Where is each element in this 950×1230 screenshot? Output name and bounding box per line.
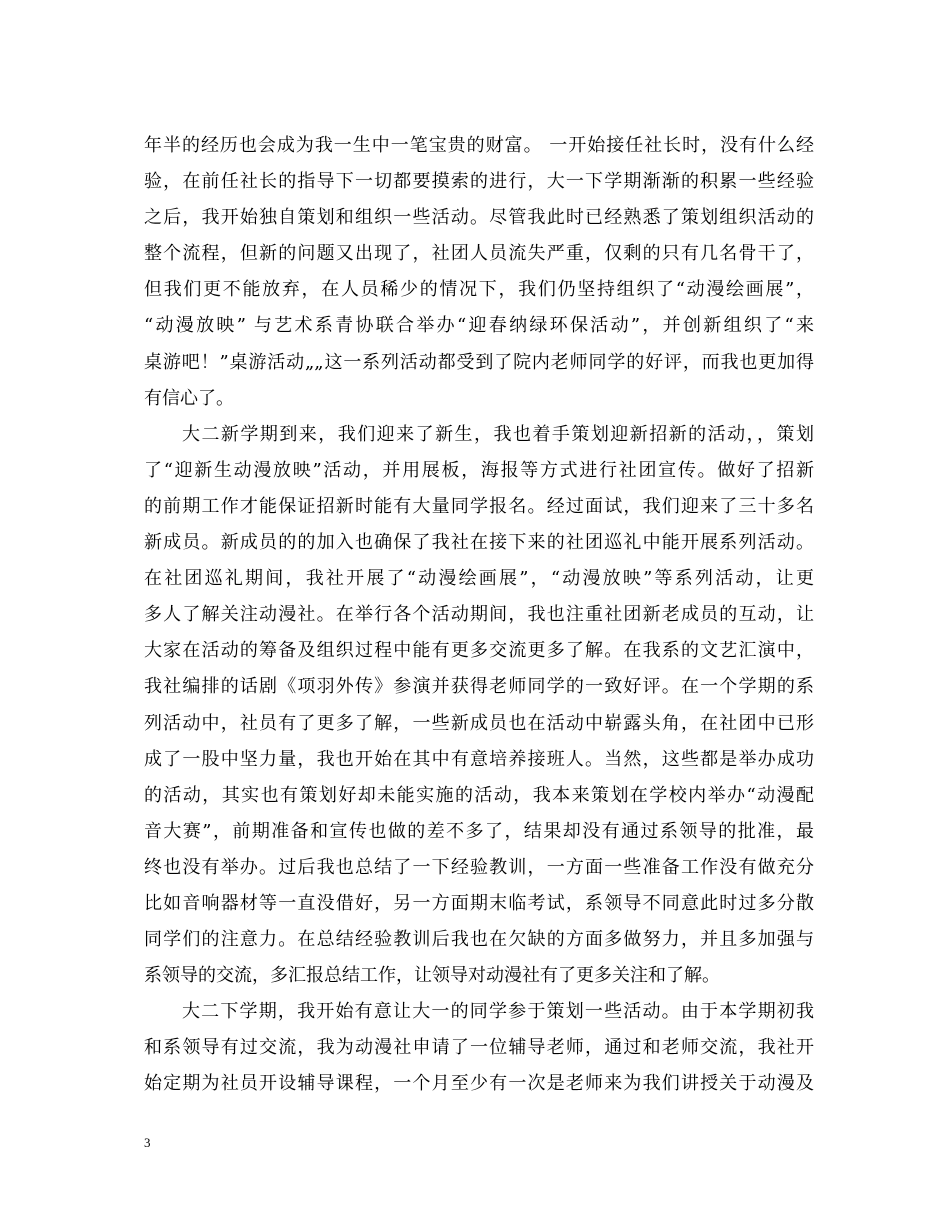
- text-line: 大家在活动的筹备及组织过程中能有更多交流更多了解。在我系的文艺汇演中，: [144, 640, 814, 662]
- text-line: 音大赛”，前期准备和宣传也做的差不多了，结果却没有通过系领导的批准，最: [144, 820, 814, 842]
- text-line: 多人了解关注动漫社。在举行各个活动期间，我也注重社团新老成员的互动，让: [144, 604, 814, 626]
- text-line: 有信心了。: [144, 387, 234, 409]
- text-line: 成了一股中坚力量，我也开始在其中有意培养接班人。当然，这些都是举办成功: [144, 748, 814, 770]
- text-line: 年半的经历也会成为我一生中一笔宝贵的财富。 一开始接任社长时，没有什么经: [144, 135, 814, 156]
- text-line: 同学们的注意力。在总结经验教训后我也在欠缺的方面多做努力，并且多加强与: [144, 929, 814, 951]
- text-line: 始定期为社员开设辅导课程，一个月至少有一次是老师来为我们讲授关于动漫及: [144, 1073, 814, 1095]
- text-line: 了“迎新生动漫放映”活动，并用展板，海报等方式进行社团宣传。做好了招新: [144, 459, 814, 481]
- text-line: 系领导的交流，多汇报总结工作，让领导对动漫社有了更多关注和了解。: [144, 965, 720, 987]
- text-line: 的前期工作才能保证招新时能有大量同学报名。经过面试，我们迎来了三十多名: [144, 495, 814, 517]
- text-line: 在社团巡礼期间，我社开展了“动漫绘画展”，“动漫放映”等系列活动，让更: [144, 568, 814, 590]
- text-line: 我社编排的话剧《项羽外传》参演并获得老师同学的一致好评。在一个学期的系: [144, 676, 814, 698]
- text-line: 整个流程，但新的问题又出现了，社团人员流失严重，仅剩的只有几名骨干了，: [144, 243, 814, 265]
- text-line: 的活动，其实也有策划好却未能实施的活动，我本来策划在学校内举办“动漫配: [144, 784, 814, 806]
- text-line: 新成员。新成员的的加入也确保了我社在接下来的社团巡礼中能开展系列活动。: [144, 532, 814, 554]
- text-line: 终也没有举办。过后我也总结了一下经验教训，一方面一些准备工作没有做充分: [144, 856, 814, 878]
- page-number: 3: [144, 1135, 151, 1150]
- text-line: 比如音响器材等一直没借好，另一方面期末临考试，系领导不同意此时过多分散: [144, 892, 814, 914]
- text-line: 之后，我开始独自策划和组织一些活动。尽管我此时已经熟悉了策划组织活动的: [144, 207, 814, 229]
- text-line: 和系领导有过交流，我为动漫社申请了一位辅导老师，通过和老师交流，我社开: [144, 1037, 814, 1059]
- text-line: 大二下学期，我开始有意让大一的同学参于策划一些活动。由于本学期初我: [182, 1001, 814, 1023]
- text-line: 但我们更不能放弃，在人员稀少的情况下，我们仍坚持组织了“动漫绘画展”，: [144, 279, 814, 301]
- text-line: 桌游吧！”桌游活动„„这一系列活动都受到了院内老师同学的好评，而我也更加得: [144, 351, 814, 373]
- text-line: 列活动中，社员有了更多了解，一些新成员也在活动中崭露头角，在社团中已形: [144, 712, 814, 734]
- body-text: [144, 128, 814, 1103]
- text-line: 验，在前任社长的指导下一切都要摸索的进行，大一下学期渐渐的积累一些经验: [144, 171, 814, 193]
- text-line: 大二新学期到来，我们迎来了新生，我也着手策划迎新招新的活动，，策划: [182, 423, 814, 445]
- text-line: “动漫放映” 与艺术系青协联合举办“迎春纳绿环保活动”，并创新组织了“来: [144, 315, 814, 337]
